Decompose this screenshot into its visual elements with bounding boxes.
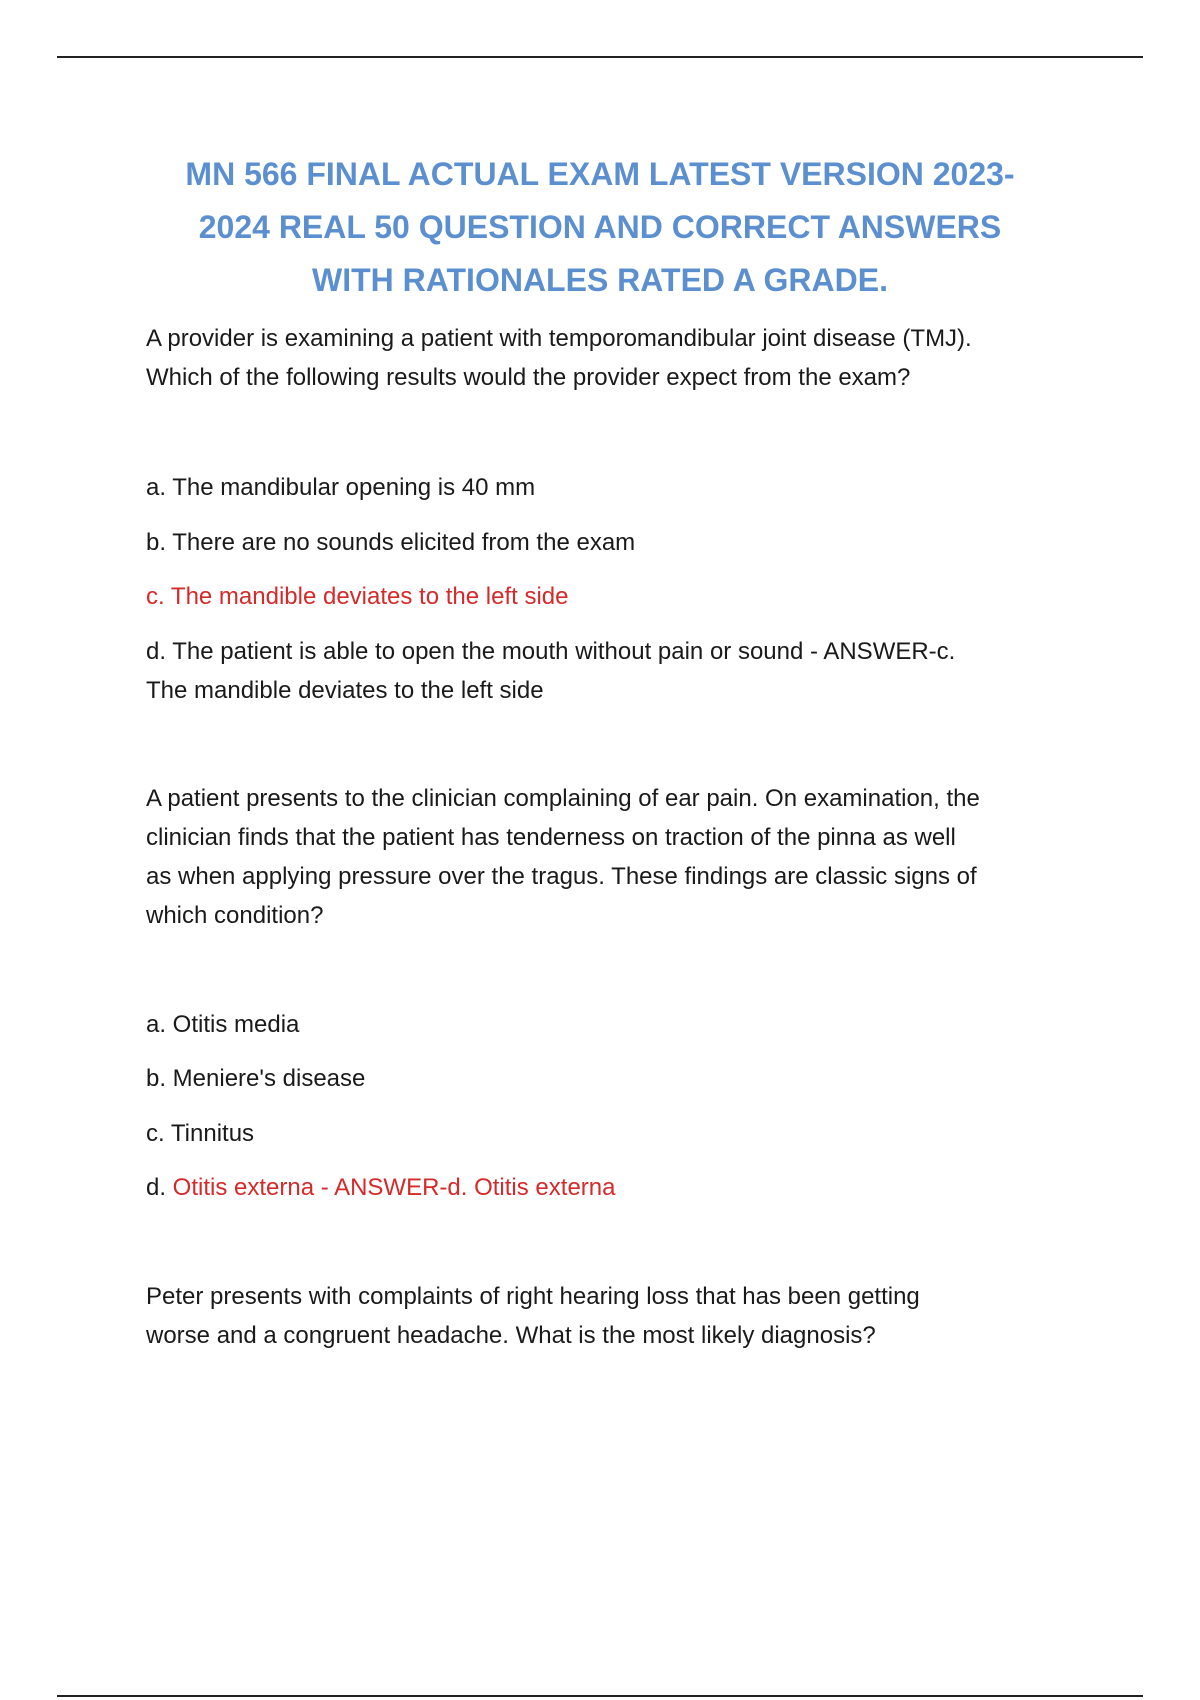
title-line: WITH RATIONALES RATED A GRADE. — [312, 262, 888, 298]
question-3-text: worse and a congruent headache. What is the most likely diagnosis? — [146, 1322, 876, 1349]
question-2-option-a: a. Otitis media — [146, 1011, 300, 1038]
question-1-option-c-correct: c. The mandible deviates to the left side — [146, 583, 569, 610]
question-2-text: clinician finds that the patient has tenderness on traction of the pinna as well — [146, 824, 956, 851]
question-2 — [146, 779, 1096, 935]
question-2-text: which condition? — [146, 902, 324, 929]
option-d-prefix: d. — [146, 1174, 167, 1201]
top-rule — [57, 56, 1143, 58]
question-2-option-d — [146, 1168, 1096, 1207]
bottom-rule — [57, 1695, 1143, 1697]
question-1-option-d: d. The patient is able to open the mouth without pain or sound - ANSWER-c. The mandible deviates to the left side — [146, 638, 956, 704]
title-line: 2024 REAL 50 QUESTION AND CORRECT ANSWERS — [198, 209, 1002, 245]
question-3-text: Peter presents with complaints of right hearing loss that has been getting — [146, 1283, 920, 1310]
document-title — [120, 148, 1080, 307]
question-2-text: A patient presents to the clinician complaining of ear pain. On examination, the — [146, 785, 980, 812]
question-1-text: A provider is examining a patient with temporomandibular joint disease (TMJ). — [146, 325, 972, 352]
title-line: MN 566 FINAL ACTUAL EXAM LATEST VERSION 2023- — [185, 156, 1015, 192]
question-2-option-b: b. Meniere's disease — [146, 1065, 366, 1092]
question-1-option-b: b. There are no sounds elicited from the exam — [146, 529, 636, 556]
question-2-option-c: c. Tinnitus — [146, 1120, 255, 1147]
question-1 — [146, 319, 1096, 397]
question-1-text: Which of the following results would the provider expect from the exam? — [146, 364, 911, 391]
question-3 — [146, 1277, 1096, 1355]
question-1-option-a: a. The mandibular opening is 40 mm — [146, 474, 536, 501]
option-d-correct-answer: Otitis externa - ANSWER-d. Otitis externa — [166, 1174, 616, 1201]
question-2-text: as when applying pressure over the tragus. These findings are classic signs of — [146, 863, 977, 890]
